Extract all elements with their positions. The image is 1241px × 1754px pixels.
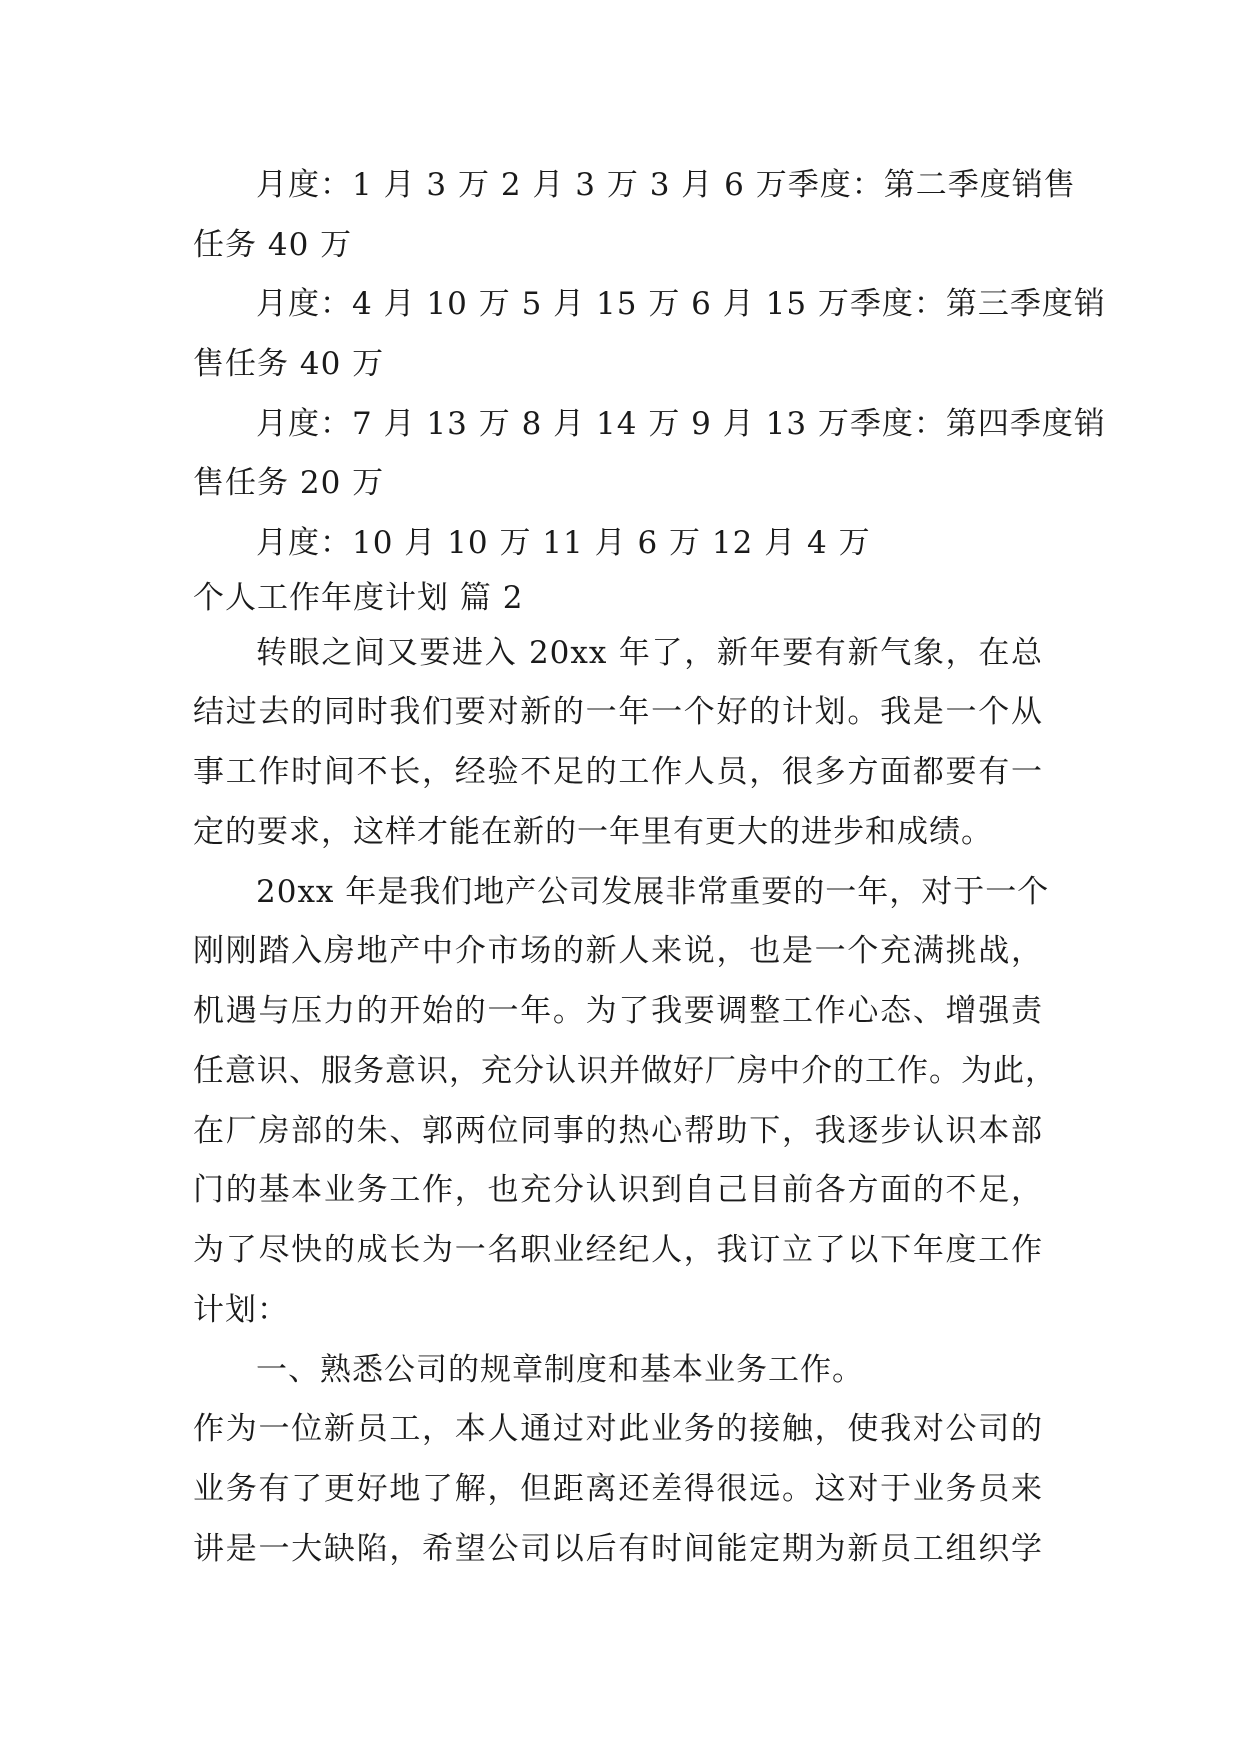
text-line: 事工作时间不长，经验不足的工作人员，很多方面都要有一 — [193, 754, 1043, 790]
text-line: 转眼之间又要进入 20xx 年了，新年要有新气象，在总 — [256, 635, 1043, 671]
text-line: 一、熟悉公司的规章制度和基本业务工作。 — [256, 1352, 864, 1388]
text-line: 讲是一大缺陷，希望公司以后有时间能定期为新员工组织学 — [193, 1531, 1043, 1567]
text-line: 售任务 40 万 — [193, 346, 385, 382]
text-line: 计划： — [193, 1292, 289, 1328]
text-line: 售任务 20 万 — [193, 465, 385, 501]
text-line: 月度：10 月 10 万 11 月 6 万 12 月 4 万 — [256, 525, 871, 561]
text-line: 为了尽快的成长为一名职业经纪人，我订立了以下年度工作 — [193, 1232, 1043, 1268]
text-line: 月度：1 月 3 万 2 月 3 万 3 月 6 万季度：第二季度销售 — [256, 167, 1076, 203]
text-line: 任意识、服务意识，充分认识并做好厂房中介的工作。为此， — [193, 1053, 1057, 1089]
text-line: 月度：7 月 13 万 8 月 14 万 9 月 13 万季度：第四季度销 — [256, 406, 1106, 442]
text-line: 结过去的同时我们要对新的一年一个好的计划。我是一个从 — [193, 694, 1043, 730]
text-line: 月度：4 月 10 万 5 月 15 万 6 月 15 万季度：第三季度销 — [256, 286, 1106, 322]
text-line: 刚刚踏入房地产中介市场的新人来说，也是一个充满挑战， — [193, 933, 1043, 969]
text-line: 业务有了更好地了解，但距离还差得很远。这对于业务员来 — [193, 1471, 1043, 1507]
text-line: 机遇与压力的开始的一年。为了我要调整工作心态、增强责 — [193, 993, 1043, 1029]
text-line: 定的要求，这样才能在新的一年里有更大的进步和成绩。 — [193, 814, 993, 850]
text-line: 任务 40 万 — [193, 227, 353, 263]
text-line: 在厂房部的朱、郭两位同事的热心帮助下，我逐步认识本部 — [193, 1113, 1043, 1149]
section-heading: 个人工作年度计划 篇 2 — [193, 580, 524, 616]
text-line: 20xx 年是我们地产公司发展非常重要的一年，对于一个 — [256, 874, 1050, 910]
text-line: 门的基本业务工作，也充分认识到自己目前各方面的不足， — [193, 1172, 1043, 1208]
text-line: 作为一位新员工，本人通过对此业务的接触，使我对公司的 — [193, 1411, 1043, 1447]
